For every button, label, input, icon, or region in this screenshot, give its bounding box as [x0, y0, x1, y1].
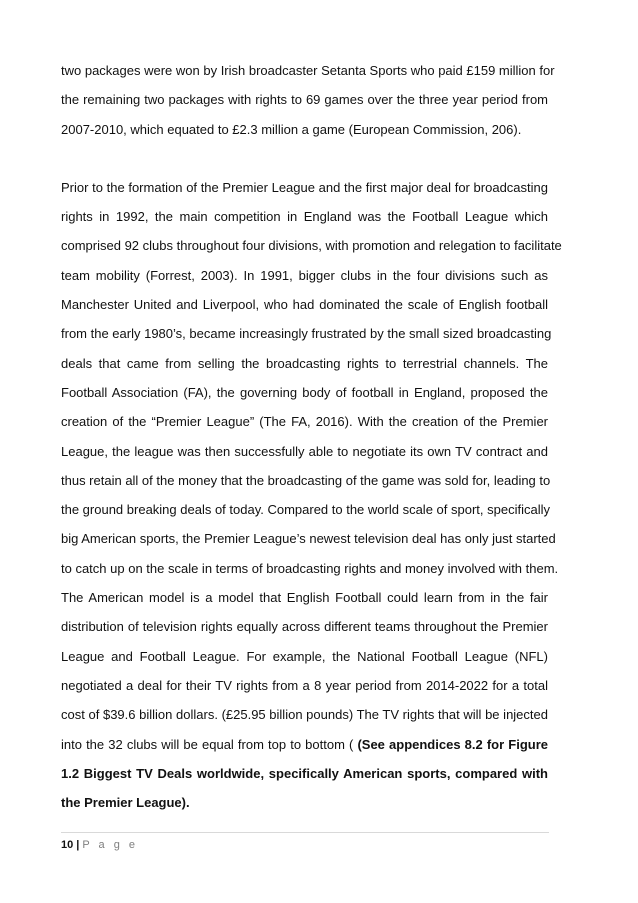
text-line: League and Football League. For example, the National Football League (NFL) [61, 648, 548, 664]
footer-separator: | [76, 839, 80, 851]
text-line: thus retain all of the money that the broadcasting of the game was sold for, leading to [61, 472, 551, 488]
page-footer [61, 832, 549, 851]
text-line: Prior to the formation of the Premier League and the first major deal for broadcasting [61, 179, 548, 195]
text-line: to catch up on the scale in terms of broadcasting rights and money involved with them. [61, 560, 559, 576]
text-line: distribution of television rights equally across different teams throughout the Premier [61, 619, 548, 635]
text-line: cost of $39.6 billion dollars. (£25.95 billion pounds) The TV rights that will be injected [61, 707, 548, 723]
text-line: two packages were won by Irish broadcaster Setanta Sports who paid £159 million for [61, 63, 555, 78]
text-line: creation of the “Premier League” (The FA, 2016). With the creation of the Premier [61, 414, 548, 430]
page-number: 10 [61, 839, 74, 851]
text-line: Football Association (FA), the governing body of football in England, proposed the [61, 384, 548, 400]
appendix-reference-line: 1.2 Biggest TV Deals worldwide, specifically American sports, compared with [61, 765, 548, 781]
appendix-reference: (See appendices 8.2 for Figure [357, 736, 548, 752]
text-line: rights in 1992, the main competition in England was the Football League which [61, 209, 548, 225]
paragraph-1 [61, 56, 555, 144]
text-line: the ground breaking deals of today. Compared to the world scale of sport, specifically [61, 502, 550, 518]
text-line: Manchester United and Liverpool, who had dominated the scale of English football [61, 297, 548, 313]
body-text [61, 56, 562, 817]
text-line: The American model is a model that English Football could learn from in the fair [61, 590, 548, 606]
text-line: 2007-2010, which equated to £2.3 million a game (European Commission, 206). [61, 121, 522, 137]
text-line-plain-part: into the 32 clubs will be equal from top to bottom ( [61, 736, 358, 752]
appendix-reference-line: the Premier League). [61, 795, 190, 811]
text-line: deals that came from selling the broadcasting rights to terrestrial channels. The [61, 355, 548, 371]
paragraph-2 [61, 173, 562, 818]
text-line: big American sports, the Premier League’s newest television deal has only just started [61, 531, 556, 547]
text-line: negotiated a deal for their TV rights from a 8 year period from 2014-2022 for a total [61, 677, 548, 693]
text-line: the remaining two packages with rights to 69 games over the three year period from [61, 92, 548, 108]
text-line: comprised 92 clubs throughout four divisions, with promotion and relegation to facilitate [61, 238, 562, 254]
page-label: P a g e [82, 839, 138, 851]
text-line: from the early 1980’s, became increasingly frustrated by the small sized broadcasting [61, 326, 552, 342]
text-line: League, the league was then successfully able to negotiate its own TV contract and [61, 443, 548, 459]
text-line: team mobility (Forrest, 2003). In 1991, bigger clubs in the four divisions such as [61, 267, 548, 283]
text-line-mixed [61, 730, 548, 759]
